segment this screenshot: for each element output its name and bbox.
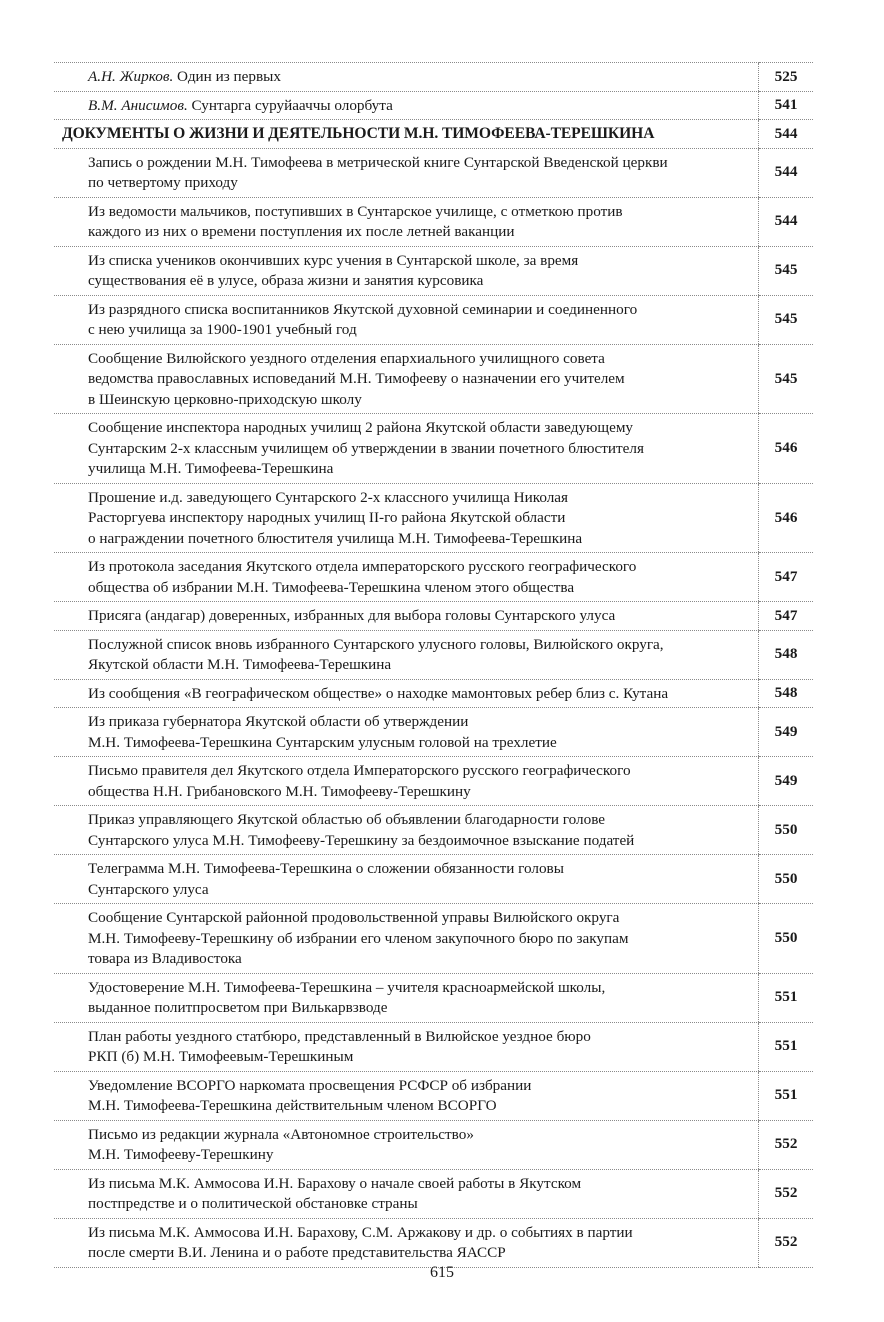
toc-entry: [54, 757, 813, 806]
toc-entry-title: [54, 148, 759, 197]
toc-entry-line: Послужной список вновь избранного Сунтарского улусного головы, Вилюйского округа,: [88, 635, 664, 653]
toc-entry: [54, 1022, 813, 1071]
toc-entry-line: Телеграмма М.Н. Тимофеева-Терешкина о сложении обязанности головы: [88, 860, 564, 877]
toc-entry-text: Один из первых: [177, 68, 281, 85]
toc-entry: [54, 904, 813, 974]
toc-entry-page: 552: [759, 1120, 813, 1169]
toc-entry-title: [54, 483, 759, 553]
toc-entry-title: [54, 679, 759, 708]
toc-entry-title: [54, 1022, 759, 1071]
toc-entry-text: Сунтарга суруйааччы олорбута: [191, 96, 393, 114]
toc-entry: [54, 483, 813, 553]
toc-entry-page: 544: [759, 120, 813, 149]
toc-entry-line: Из ведомости мальчиков, поступивших в Сунтарское училище, с отметкою против: [88, 202, 623, 220]
toc-entry-line: Сообщение Сунтарской районной продовольственной управы Вилюйского округа: [88, 909, 620, 926]
toc-entry: [54, 806, 813, 855]
toc-entry: [54, 679, 813, 708]
toc-entry-page: 551: [759, 1071, 813, 1120]
toc-entry-line: в Шеинскую церковно-приходскую школу: [88, 390, 362, 408]
toc-body: [54, 63, 813, 1268]
toc-entry-title: [54, 295, 759, 344]
toc-entry-line: Присяга (андагар) доверенных, избранных для выбора головы Сунтарского улуса: [88, 607, 616, 624]
toc-entry-page: 545: [759, 344, 813, 414]
toc-entry-line: Из разрядного списка воспитанников Якутской духовной семинарии и соединенного: [88, 300, 638, 318]
toc-entry-line: РКП (б) М.Н. Тимофеевым-Терешкиным: [88, 1048, 354, 1065]
toc-section-heading: [54, 120, 813, 149]
toc-entry-author: В.М. Анисимов.: [88, 96, 188, 114]
toc-entry-page: 550: [759, 806, 813, 855]
toc-entry-line: Приказ управляющего Якутской областью об объявлении благодарности голове: [88, 811, 606, 828]
toc-entry-line: Сообщение Вилюйского уездного отделения епархиального училищного совета: [88, 349, 605, 367]
toc-entry-line: Уведомление ВСОРГО наркомата просвещения РСФСР об избрании: [88, 1076, 532, 1094]
toc-entry-line: Прошение и.д. заведующего Сунтарского 2-х классного училища Николая: [88, 488, 569, 506]
toc-entry-author: А.Н. Жирков.: [88, 68, 174, 85]
toc-entry-line: М.Н. Тимофеева-Терешкина Сунтарским улусным головой на трехлетие: [88, 733, 557, 751]
toc-entry-line: Сунтарского улуса: [88, 880, 209, 898]
toc-entry-line: М.Н. Тимофеева-Терешкина действительным членом ВСОРГО: [88, 1097, 497, 1114]
toc-entry-page: 548: [759, 679, 813, 708]
toc-entry-title: [54, 414, 759, 484]
toc-entry-title: [54, 855, 759, 904]
toc-entry-title: [54, 1169, 759, 1218]
toc-entry-title: [54, 91, 759, 120]
toc-entry-line: Якутской области М.Н. Тимофеева-Терешкина: [88, 656, 392, 673]
toc-entry: [54, 63, 813, 92]
toc-entry-line: товара из Владивостока: [88, 950, 242, 967]
toc-entry-title: [54, 344, 759, 414]
toc-entry: [54, 148, 813, 197]
toc-entry-title: [54, 63, 759, 92]
page-number: 615: [430, 1264, 454, 1281]
toc-entry-page: 544: [759, 148, 813, 197]
toc-entry-page: 545: [759, 295, 813, 344]
toc-entry-line: [88, 67, 750, 88]
toc-entry-title: [54, 246, 759, 295]
toc-entry-page: 547: [759, 553, 813, 602]
toc-entry: [54, 855, 813, 904]
toc-entry-line: Письмо правителя дел Якутского отдела Императорского русского географического: [88, 762, 631, 779]
toc-entry-page: 552: [759, 1169, 813, 1218]
toc-entry-line: общества Н.Н. Грибановского М.Н. Тимофееву-Терешкину: [88, 782, 471, 800]
toc-entry: [54, 630, 813, 679]
toc-entry-line: постпредстве и о политической обстановке страны: [88, 1195, 418, 1212]
toc-entry-line: общества об избрании М.Н. Тимофеева-Терешкина членом этого общества: [88, 578, 575, 596]
toc-entry-line: [88, 96, 750, 117]
toc-entry-title: [54, 1218, 759, 1267]
toc-entry-page: 545: [759, 246, 813, 295]
toc-entry-title: [54, 197, 759, 246]
toc-entry: [54, 553, 813, 602]
toc-entry-line: Удостоверение М.Н. Тимофеева-Терешкина – учителя красноармейской школы,: [88, 978, 606, 996]
toc-entry-page: 551: [759, 973, 813, 1022]
table-of-contents: [54, 62, 813, 1268]
toc-entry-line: Сунтарского улуса М.Н. Тимофееву-Терешкину за бездоимочное взыскание податей: [88, 831, 635, 849]
toc-entry-title: [54, 1071, 759, 1120]
toc-entry-page: 546: [759, 483, 813, 553]
toc-entry-line: Из письма М.К. Аммосова И.Н. Барахову о начале своей работы в Якутском: [88, 1174, 582, 1192]
toc-entry: [54, 344, 813, 414]
toc-entry-line: Расторгуева инспектору народных училищ II-го района Якутской области: [88, 509, 566, 526]
toc-entry-page: 544: [759, 197, 813, 246]
toc-entry-line: План работы уездного статбюро, представленный в Вилюйское уездное бюро: [88, 1027, 591, 1045]
toc-entry-page: 550: [759, 855, 813, 904]
toc-entry-line: Из сообщения «В географическом обществе» о находке мамонтовых ребер близ с. Кутана: [88, 684, 669, 702]
toc-entry-title: [54, 1120, 759, 1169]
toc-entry-line: по четвертому приходу: [88, 174, 238, 191]
toc-entry-page: 546: [759, 414, 813, 484]
toc-entry-line: существования её в улусе, образа жизни и занятия курсовика: [88, 272, 484, 289]
toc-entry: [54, 414, 813, 484]
toc-entry-line: училища М.Н. Тимофеева-Терешкина: [88, 460, 334, 477]
toc-entry-title: [54, 553, 759, 602]
toc-entry-line: ведомства православных исповеданий М.Н. Тимофееву о назначении его учителем: [88, 370, 625, 387]
toc-entry-line: Сунтарским 2-х классным училищем об утверждении в звании почетного блюстителя: [88, 439, 644, 457]
toc-entry: [54, 602, 813, 631]
toc-entry: [54, 1169, 813, 1218]
toc-entry-page: 547: [759, 602, 813, 631]
toc-entry-page: 551: [759, 1022, 813, 1071]
toc-entry: [54, 197, 813, 246]
toc-entry-line: ДОКУМЕНТЫ О ЖИЗНИ И ДЕЯТЕЛЬНОСТИ М.Н. ТИМОФЕЕВА-ТЕРЕШКИНА: [62, 125, 655, 142]
toc-entry: [54, 1120, 813, 1169]
toc-entry: [54, 708, 813, 757]
toc-entry-line: Из списка учеников окончивших курс учения в Сунтарской школе, за время: [88, 251, 579, 269]
toc-entry-line: Письмо из редакции журнала «Автономное строительство»: [88, 1125, 474, 1143]
toc-entry-line: после смерти В.И. Ленина и о работе представительства ЯАССР: [88, 1244, 506, 1261]
toc-entry-title: [54, 708, 759, 757]
toc-entry: [54, 1218, 813, 1267]
toc-entry-line: Сообщение инспектора народных училищ 2 района Якутской области заведующему: [88, 419, 634, 436]
toc-entry-title: [54, 602, 759, 631]
toc-entry-page: 552: [759, 1218, 813, 1267]
toc-entry: [54, 973, 813, 1022]
toc-entry-line: М.Н. Тимофееву-Терешкину: [88, 1146, 274, 1163]
toc-entry-page: 541: [759, 91, 813, 120]
toc-entry-title: [54, 973, 759, 1022]
toc-entry: [54, 1071, 813, 1120]
toc-entry-line: Из письма М.К. Аммосова И.Н. Барахову, С.М. Аржакову и др. о событиях в партии: [88, 1223, 633, 1241]
toc-entry-line: о награждении почетного блюстителя училища М.Н. Тимофеева-Терешкина: [88, 529, 583, 547]
toc-entry-line: выданное политпросветом при Вилькарвзводе: [88, 999, 388, 1016]
toc-entry-line: Из протокола заседания Якутского отдела императорского русского географического: [88, 558, 637, 575]
toc-entry-page: 549: [759, 757, 813, 806]
toc-entry-page: 548: [759, 630, 813, 679]
toc-entry-page: 550: [759, 904, 813, 974]
toc-entry-title: [54, 757, 759, 806]
toc-entry-line: Из приказа губернатора Якутской области об утверждении: [88, 713, 469, 730]
toc-entry-line: с нею училища за 1900-1901 учебный год: [88, 321, 357, 338]
toc-entry-title: [54, 904, 759, 974]
toc-entry-page: 525: [759, 63, 813, 92]
toc-entry-title: [54, 120, 759, 149]
toc-entry: [54, 295, 813, 344]
toc-entry-line: каждого из них о времени поступления их после летней ваканции: [88, 223, 515, 240]
toc-entry: [54, 91, 813, 120]
toc-entry-title: [54, 630, 759, 679]
toc-entry-title: [54, 806, 759, 855]
toc-entry-line: Запись о рождении М.Н. Тимофеева в метрической книге Сунтарской Введенской церкви: [88, 153, 668, 171]
toc-entry-page: 549: [759, 708, 813, 757]
toc-entry-line: М.Н. Тимофееву-Терешкину об избрании его членом закупочного бюро по закупам: [88, 929, 629, 947]
toc-entry: [54, 246, 813, 295]
